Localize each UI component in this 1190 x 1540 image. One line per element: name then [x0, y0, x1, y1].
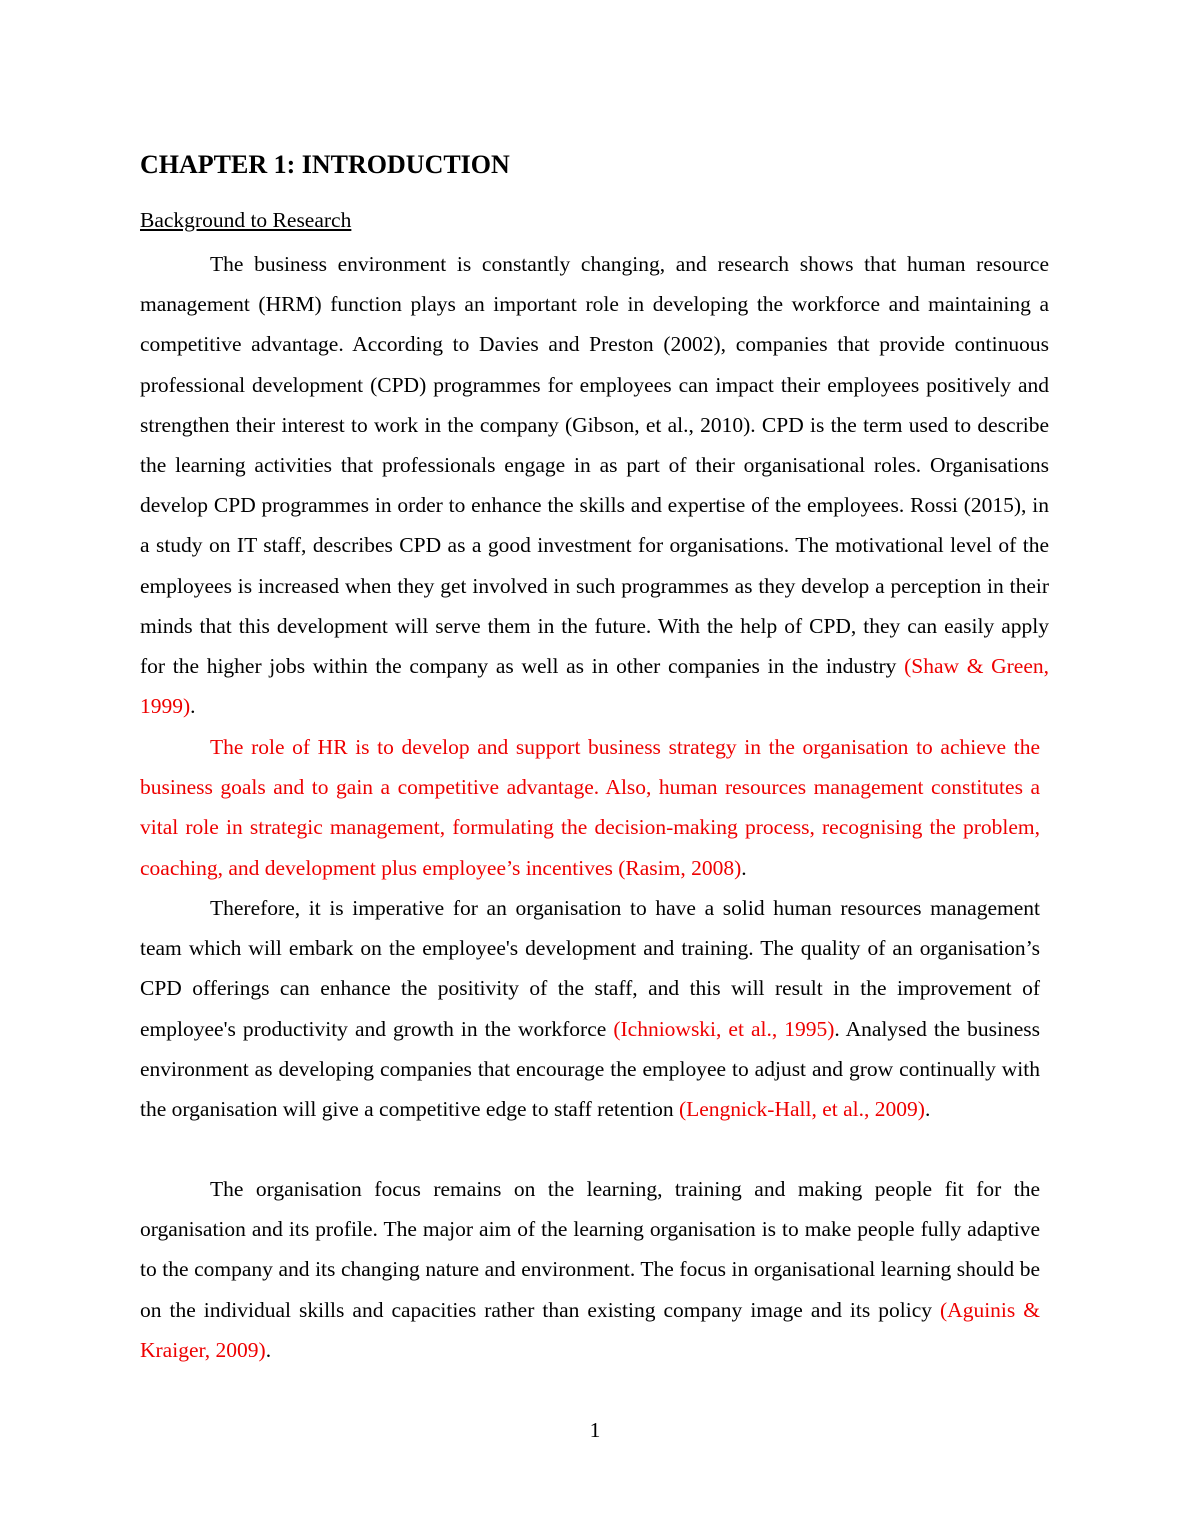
- page-number: 1: [589, 1418, 601, 1442]
- chapter-heading: CHAPTER 1: INTRODUCTION: [140, 150, 510, 179]
- paragraph-1-end: .: [190, 694, 196, 719]
- paragraph-2: [140, 727, 1040, 888]
- paragraph-2-end: .: [741, 855, 747, 880]
- citation-lengnick-hall: (Lengnick-Hall, et al., 2009): [678, 1097, 925, 1122]
- paragraph-4-end: .: [265, 1337, 272, 1362]
- paragraph-3-text-2: . Analysed the business environment as developing companies that encourage the employee to adjust and grow continually with the organisation will give a competitive edge to staff retention: [140, 1016, 1040, 1122]
- citation-aguinis-kraiger: (Aguinis & Kraiger, 2009): [140, 1297, 1041, 1362]
- paragraph-4: [140, 1169, 1040, 1370]
- paragraph-3-text-1: Therefore, it is imperative for an organisation to have a solid human resources management team which will embark on the employee's development and training. The quality of an organisation’s CPD offerings can enhance the positivity of the staff, and this will result in the improvement of employee's productivity and growth in the workforce: [140, 896, 1040, 1041]
- paragraph-3: [140, 888, 1040, 1129]
- section-subheading: Background to Research: [140, 208, 352, 232]
- paragraph-3-end: .: [924, 1097, 931, 1122]
- paragraph-1: [140, 244, 1049, 726]
- paragraph-4-text: The organisation focus remains on the learning, training and making people fit for the organisation and its profile. The major aim of the learning organisation is to make people fully adaptive to the company and its changing nature and environment. The focus in organisational learning should be on the individual skills and capacities rather than existing company image and its policy: [140, 1177, 1040, 1322]
- citation-shaw-green: (Shaw & Green, 1999): [140, 654, 1050, 719]
- paragraph-1-text: The business environment is constantly changing, and research shows that human resource management (HRM) function plays an important role in developing the workforce and maintaining a competitive advantage. According to Davies and Preston (2002), companies that provide continuous professional development (CPD) programmes for employees can impact their employees positively and strengthen their interest to work in the company (Gibson, et al., 2010). CPD is the term used to describe the learning activities that professionals engage in as part of their organisational roles. Organisations develop CPD programmes in order to enhance the skills and expertise of the employees. Rossi (2015), in a study on IT staff, describes CPD as a good investment for organisations. The motivational level of the employees is increased when they get involved in such programmes as they develop a perception in their minds that this development will serve them in the future. With the help of CPD, they can easily apply for the higher jobs within the company as well as in other companies in the industry: [140, 252, 1049, 679]
- citation-ichniowski: (Ichniowski, et al., 1995): [613, 1016, 835, 1041]
- paragraph-2-text: The role of HR is to develop and support business strategy in the organisation to achieve the business goals and to gain a competitive advantage. Also, human resources management constitutes a vital role in strategic management, formulating the decision-making process, recognising the problem, coaching, and development plus employee’s incentives (Rasim, 2008): [140, 735, 1040, 880]
